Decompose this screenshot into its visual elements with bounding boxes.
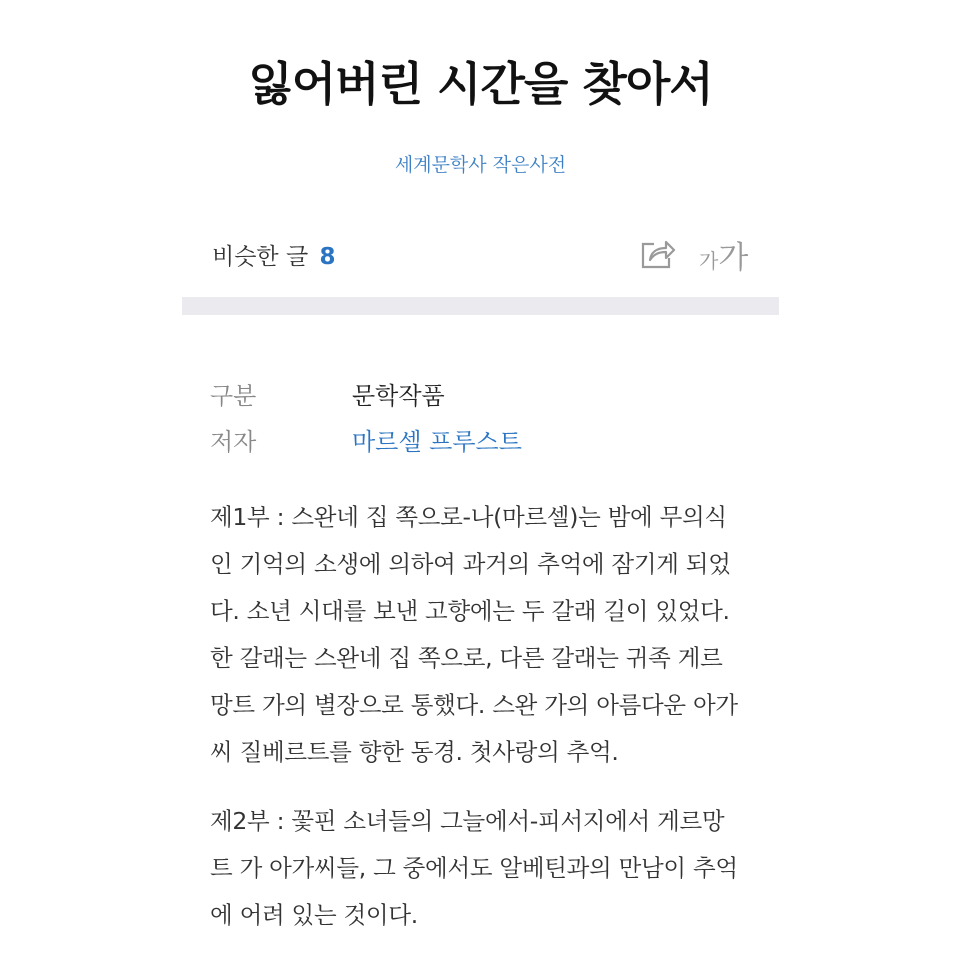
- similar-articles-label: 비슷한 글: [212, 244, 309, 270]
- author-label: 저자: [210, 428, 257, 456]
- font-size-button[interactable]: [699, 232, 748, 277]
- body-paragraph-2: [210, 798, 770, 939]
- category-value: 문학작품: [352, 382, 445, 410]
- category-label: 구분: [210, 382, 257, 410]
- meta-row-category: [210, 372, 770, 418]
- paragraph-line: 제2부 : 꽃핀 소녀들의 그늘에서-피서지에서 게르망: [210, 807, 725, 835]
- similar-articles-button[interactable]: [212, 238, 336, 271]
- body-paragraph-1: [210, 494, 770, 776]
- font-size-big-label: 가: [718, 240, 749, 276]
- paragraph-line: 망트 가의 별장으로 통했다. 스완 가의 아름다운 아가: [210, 691, 738, 719]
- paragraph-line: 제1부 : 스완네 집 쪽으로-나(마르셀)는 밤에 무의식: [210, 503, 727, 531]
- paragraph-line: 씨 질베르트를 향한 동경. 첫사랑의 추억.: [210, 738, 619, 766]
- paragraph-line: 인 기억의 소생에 의하여 과거의 추억에 잠기게 되었: [210, 550, 731, 578]
- toolbar: [212, 230, 752, 276]
- meta-row-author: [210, 418, 770, 464]
- source-link[interactable]: 세계문학사 작은사전: [394, 154, 567, 176]
- font-size-small-label: 가: [699, 249, 719, 273]
- paragraph-line: 에 어려 있는 것이다.: [210, 901, 418, 929]
- author-link[interactable]: 마르셀 프루스트: [352, 428, 522, 456]
- paragraph-line: 트 가 아가씨들, 그 중에서도 알베틴과의 만남이 추억: [210, 854, 738, 882]
- share-icon[interactable]: [640, 236, 676, 270]
- paragraph-line: 한 갈래는 스완네 집 쪽으로, 다른 갈래는 귀족 게르: [210, 644, 723, 672]
- section-divider: [182, 297, 779, 315]
- similar-articles-count: 8: [319, 244, 336, 270]
- paragraph-line: 다. 소년 시대를 보낸 고향에는 두 갈래 길이 있었다.: [210, 597, 730, 625]
- meta-table: [210, 372, 770, 464]
- page-title: 잃어버린 시간을 찾아서: [248, 57, 713, 111]
